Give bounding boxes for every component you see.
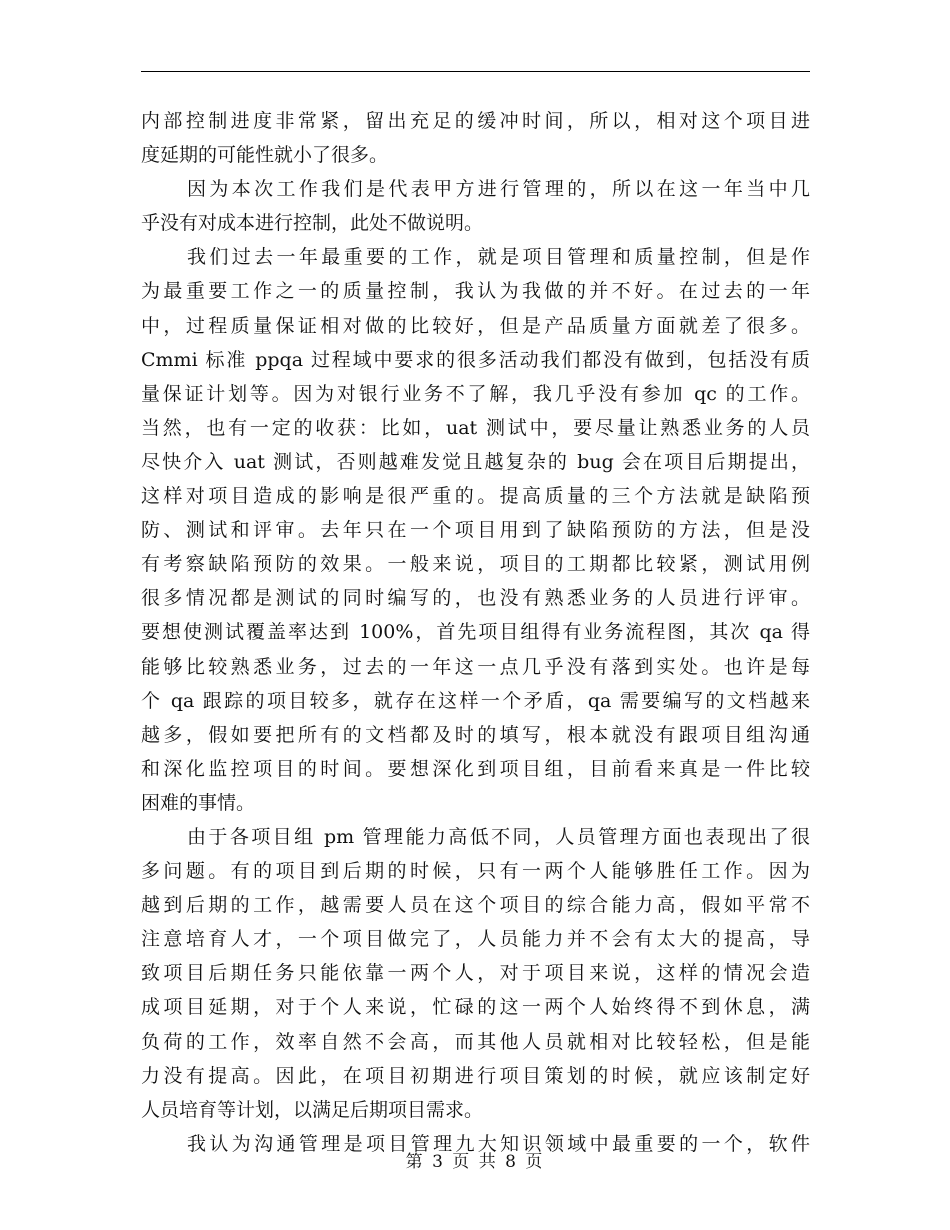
text-line: 内部控制进度非常紧，留出充足的缓冲时间，所以，相对这个项目进: [141, 110, 810, 132]
text-line: 中，过程质量保证相对做的比较好，但是产品质量方面就差了很多。: [141, 314, 810, 337]
text-line: 防、测试和评审。去年只在一个项目用到了缺陷预防的方法，但是没: [141, 519, 810, 542]
text-line: 成项目延期，对于个人来说，忙碌的这一两个人始终得不到休息，满: [141, 996, 810, 1019]
paragraph-start-line: 因为本次工作我们是代表甲方进行管理的，所以在这一年当中几: [187, 178, 810, 201]
paragraph-start-line: 我认为沟通管理是项目管理九大知识领域中最重要的一个，软件: [187, 1132, 810, 1155]
text-line: 致项目后期任务只能依靠一两个人，对于项目来说，这样的情况会造: [141, 962, 810, 985]
text-line: 当然，也有一定的收获：比如，uat 测试中，要尽量让熟悉业务的人员: [141, 416, 810, 439]
body-text: [141, 104, 810, 1161]
text-line: 越到后期的工作，越需要人员在这个项目的综合能力高，假如平常不: [141, 894, 810, 917]
footer-prefix: 第: [405, 1152, 425, 1172]
text-line: 越多，假如要把所有的文档都及时的填写，根本就没有跟项目组沟通: [141, 723, 810, 746]
text-line: 这样对项目造成的影响是很严重的。提高质量的三个方法就是缺陷预: [141, 485, 810, 508]
header-rule: [141, 71, 810, 72]
text-line: 量保证计划等。因为对银行业务不了解，我几乎没有参加 qc 的工作。: [141, 382, 810, 405]
text-line: 注意培育人才，一个项目做完了，人员能力并不会有太大的提高，导: [141, 928, 810, 951]
text-line: 力没有提高。因此，在项目初期进行项目策划的时候，就应该制定好: [141, 1064, 810, 1087]
text-line: 有考察缺陷预防的效果。一般来说，项目的工期都比较紧，测试用例: [141, 553, 810, 576]
text-line: 尽快介入 uat 测试，否则越难发觉且越复杂的 bug 会在项目后期提出，: [141, 450, 810, 473]
footer-middle: 页 共: [452, 1152, 498, 1172]
text-line: 很多情况都是测试的同时编写的，也没有熟悉业务的人员进行评审。: [141, 587, 810, 610]
text-line: 为最重要工作之一的质量控制，我认为我做的并不好。在过去的一年: [141, 280, 810, 303]
footer-suffix: 页: [525, 1152, 545, 1172]
text-line: 个 qa 跟踪的项目较多，就存在这样一个矛盾，qa 需要编写的文档越来: [141, 689, 810, 712]
text-line: 和深化监控项目的时间。要想深化到项目组，目前看来真是一件比较: [141, 757, 810, 780]
footer-total-pages: 8: [505, 1152, 518, 1172]
page-footer: [0, 1150, 950, 1174]
paragraph-start-line: 由于各项目组 pm 管理能力高低不同，人员管理方面也表现出了很: [187, 825, 810, 848]
text-line: 乎没有对成本进行控制，此处不做说明。: [141, 212, 484, 235]
text-line: 困难的事情。: [141, 791, 256, 814]
text-line: 多问题。有的项目到后期的时候，只有一两个人能够胜任工作。因为: [141, 860, 810, 883]
text-line: 人员培育等计划，以满足后期项目需求。: [141, 1098, 484, 1121]
text-line: 能够比较熟悉业务，过去的一年这一点几乎没有落到实处。也许是每: [141, 655, 810, 678]
text-line: Cmmi 标准 ppqa 过程域中要求的很多活动我们都没有做到，包括没有质: [141, 348, 810, 371]
text-line: 负荷的工作，效率自然不会高，而其他人员就相对比较轻松，但是能: [141, 1030, 810, 1053]
paragraph-start-line: 我们过去一年最重要的工作，就是项目管理和质量控制，但是作: [187, 246, 810, 269]
text-line: 要想使测试覆盖率达到 100%，首先项目组得有业务流程图，其次 qa 得: [141, 621, 810, 644]
text-line: 度延期的可能性就小了很多。: [141, 144, 389, 167]
footer-page-number: 3: [432, 1152, 445, 1172]
